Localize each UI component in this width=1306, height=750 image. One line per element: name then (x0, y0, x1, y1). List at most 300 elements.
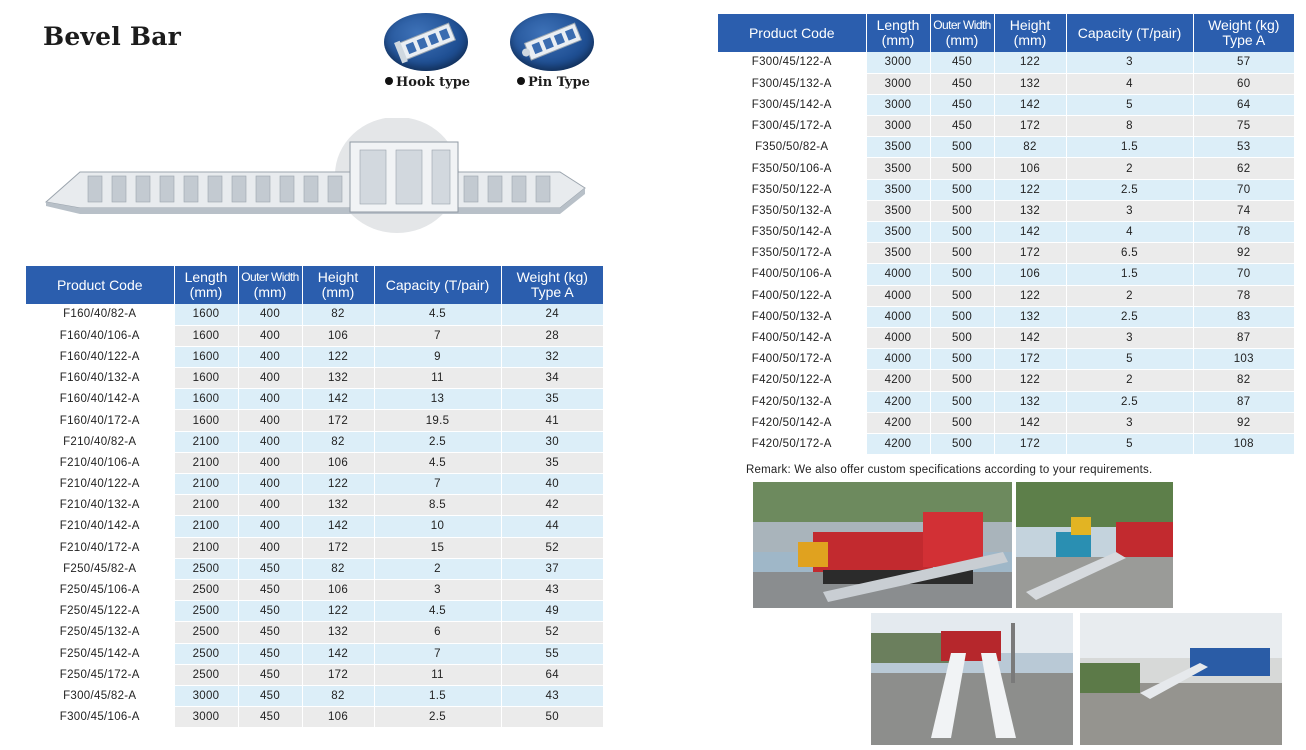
cell-product-code: F250/45/122-A (26, 601, 174, 622)
cell-capacity: 2.5 (374, 707, 501, 728)
cell-product-code: F210/40/172-A (26, 537, 174, 558)
table-row (26, 495, 603, 516)
cell-weight: 35 (501, 389, 603, 410)
cell-outer-width: 450 (930, 73, 994, 94)
cell-product-code: F160/40/172-A (26, 410, 174, 431)
cell-outer-width: 450 (930, 94, 994, 115)
cell-capacity: 4.5 (374, 304, 501, 325)
cell-length: 1600 (174, 325, 238, 346)
cell-outer-width: 400 (238, 389, 302, 410)
cell-weight: 74 (1193, 200, 1294, 221)
cell-height: 132 (994, 391, 1066, 412)
cell-outer-width: 500 (930, 158, 994, 179)
cell-product-code: F300/45/122-A (718, 52, 866, 73)
cell-weight: 42 (501, 495, 603, 516)
pin-type-label: Pin Type (517, 75, 590, 90)
table-row (718, 370, 1294, 391)
cell-product-code: F420/50/132-A (718, 391, 866, 412)
table-row (26, 643, 603, 664)
cell-length: 3000 (174, 685, 238, 706)
cell-height: 132 (994, 200, 1066, 221)
cell-weight: 41 (501, 410, 603, 431)
cell-height: 142 (302, 516, 374, 537)
cell-weight: 82 (1193, 370, 1294, 391)
table-row (718, 327, 1294, 348)
cell-length: 2500 (174, 664, 238, 685)
cell-capacity: 7 (374, 474, 501, 495)
cell-height: 106 (302, 707, 374, 728)
cell-length: 3500 (866, 222, 930, 243)
cell-outer-width: 450 (238, 622, 302, 643)
cell-height: 142 (994, 222, 1066, 243)
cell-outer-width: 400 (238, 368, 302, 389)
cell-height: 142 (302, 389, 374, 410)
header-length: Length (mm) (174, 266, 238, 304)
cell-product-code: F300/45/142-A (718, 94, 866, 115)
cell-outer-width: 500 (930, 179, 994, 200)
cell-product-code: F400/50/172-A (718, 349, 866, 370)
cell-length: 3000 (174, 707, 238, 728)
cell-outer-width: 450 (238, 685, 302, 706)
cell-length: 3500 (866, 137, 930, 158)
cell-height: 82 (994, 137, 1066, 158)
cell-outer-width: 500 (930, 264, 994, 285)
cell-length: 2500 (174, 601, 238, 622)
cell-product-code: F160/40/82-A (26, 304, 174, 325)
cell-weight: 30 (501, 431, 603, 452)
cell-height: 172 (994, 116, 1066, 137)
cell-weight: 78 (1193, 222, 1294, 243)
table-row (26, 622, 603, 643)
cell-product-code: F210/40/106-A (26, 452, 174, 473)
spec-table-right (718, 14, 1294, 455)
cell-product-code: F350/50/142-A (718, 222, 866, 243)
cell-height: 172 (994, 243, 1066, 264)
cell-weight: 57 (1193, 52, 1294, 73)
cell-height: 172 (302, 664, 374, 685)
cell-weight: 92 (1193, 412, 1294, 433)
cell-outer-width: 400 (238, 304, 302, 325)
cell-product-code: F300/45/132-A (718, 73, 866, 94)
cell-product-code: F350/50/132-A (718, 200, 866, 221)
hook-type-label: Hook type (385, 75, 470, 90)
cell-capacity: 7 (374, 643, 501, 664)
cell-outer-width: 450 (930, 52, 994, 73)
table-row (26, 601, 603, 622)
cell-length: 2500 (174, 643, 238, 664)
cell-height: 172 (994, 433, 1066, 454)
cell-capacity: 8 (1066, 116, 1193, 137)
cell-capacity: 3 (374, 579, 501, 600)
cell-product-code: F420/50/122-A (718, 370, 866, 391)
cell-length: 4200 (866, 412, 930, 433)
cell-capacity: 4 (1066, 222, 1193, 243)
header-outer-width: Outer Width (mm) (930, 14, 994, 52)
cell-height: 142 (994, 94, 1066, 115)
cell-capacity: 6 (374, 622, 501, 643)
table-row (718, 73, 1294, 94)
spec-table-left (26, 266, 603, 728)
cell-length: 3500 (866, 200, 930, 221)
table-row (26, 325, 603, 346)
photo-mini-excavator-ramp (1016, 482, 1173, 608)
cell-weight: 64 (1193, 94, 1294, 115)
cell-weight: 52 (501, 537, 603, 558)
bullet-icon (517, 77, 525, 85)
bullet-icon (385, 77, 393, 85)
cell-capacity: 4 (1066, 73, 1193, 94)
cell-length: 1600 (174, 389, 238, 410)
cell-capacity: 11 (374, 664, 501, 685)
cell-weight: 32 (501, 346, 603, 367)
table-row (718, 306, 1294, 327)
cell-length: 2100 (174, 431, 238, 452)
cell-outer-width: 400 (238, 452, 302, 473)
cell-capacity: 10 (374, 516, 501, 537)
header-product-code: Product Code (26, 266, 174, 304)
cell-capacity: 4.5 (374, 452, 501, 473)
table-row (718, 137, 1294, 158)
hook-type-image (384, 13, 468, 71)
page-title: Bevel Bar (43, 22, 181, 51)
cell-weight: 49 (501, 601, 603, 622)
cell-height: 172 (302, 410, 374, 431)
cell-capacity: 5 (1066, 94, 1193, 115)
cell-outer-width: 500 (930, 391, 994, 412)
cell-weight: 37 (501, 558, 603, 579)
cell-weight: 40 (501, 474, 603, 495)
cell-outer-width: 500 (930, 137, 994, 158)
cell-outer-width: 450 (238, 579, 302, 600)
cell-length: 3500 (866, 158, 930, 179)
cell-length: 2100 (174, 474, 238, 495)
cell-weight: 34 (501, 368, 603, 389)
cell-product-code: F400/50/132-A (718, 306, 866, 327)
cell-capacity: 19.5 (374, 410, 501, 431)
cell-length: 2500 (174, 558, 238, 579)
cell-outer-width: 400 (238, 495, 302, 516)
cell-length: 4000 (866, 349, 930, 370)
cell-length: 4200 (866, 433, 930, 454)
cell-product-code: F250/45/106-A (26, 579, 174, 600)
cell-length: 2100 (174, 495, 238, 516)
cell-length: 3000 (866, 94, 930, 115)
cell-outer-width: 500 (930, 200, 994, 221)
cell-height: 106 (302, 325, 374, 346)
cell-capacity: 13 (374, 389, 501, 410)
table-row (26, 516, 603, 537)
cell-outer-width: 500 (930, 222, 994, 243)
cell-height: 132 (994, 73, 1066, 94)
cell-weight: 60 (1193, 73, 1294, 94)
cell-length: 1600 (174, 304, 238, 325)
cell-product-code: F210/40/122-A (26, 474, 174, 495)
cell-weight: 108 (1193, 433, 1294, 454)
cell-capacity: 15 (374, 537, 501, 558)
table-row (718, 264, 1294, 285)
photo-excavator-loading (753, 482, 1012, 608)
cell-capacity: 2.5 (1066, 179, 1193, 200)
cell-height: 172 (302, 537, 374, 558)
cell-product-code: F160/40/122-A (26, 346, 174, 367)
cell-outer-width: 400 (238, 325, 302, 346)
cell-capacity: 1.5 (374, 685, 501, 706)
cell-weight: 62 (1193, 158, 1294, 179)
cell-capacity: 2 (1066, 285, 1193, 306)
cell-weight: 52 (501, 622, 603, 643)
cell-outer-width: 500 (930, 327, 994, 348)
cell-length: 4200 (866, 370, 930, 391)
table-row (718, 433, 1294, 454)
cell-length: 3000 (866, 116, 930, 137)
cell-weight: 70 (1193, 179, 1294, 200)
cell-product-code: F350/50/82-A (718, 137, 866, 158)
cell-height: 122 (302, 474, 374, 495)
cell-capacity: 3 (1066, 52, 1193, 73)
cell-weight: 64 (501, 664, 603, 685)
cell-weight: 28 (501, 325, 603, 346)
cell-product-code: F300/45/172-A (718, 116, 866, 137)
remark-text: Remark: We also offer custom specifications according to your requirements. (746, 464, 1153, 476)
table-row (26, 707, 603, 728)
cell-capacity: 2.5 (1066, 391, 1193, 412)
cell-weight: 24 (501, 304, 603, 325)
cell-capacity: 4.5 (374, 601, 501, 622)
cell-capacity: 2.5 (374, 431, 501, 452)
cell-capacity: 3 (1066, 327, 1193, 348)
table-row (26, 452, 603, 473)
table-row (718, 349, 1294, 370)
cell-weight: 35 (501, 452, 603, 473)
cell-product-code: F250/45/172-A (26, 664, 174, 685)
header-product-code: Product Code (718, 14, 866, 52)
cell-length: 3500 (866, 179, 930, 200)
cell-weight: 87 (1193, 327, 1294, 348)
cell-length: 2100 (174, 516, 238, 537)
ramp-illustration (40, 118, 590, 240)
cell-height: 142 (302, 643, 374, 664)
cell-product-code: F210/40/132-A (26, 495, 174, 516)
photo-truck-side-ramp (1080, 613, 1282, 745)
cell-outer-width: 450 (238, 558, 302, 579)
table-row (718, 179, 1294, 200)
cell-outer-width: 500 (930, 285, 994, 306)
cell-height: 142 (994, 412, 1066, 433)
table-row (718, 158, 1294, 179)
cell-product-code: F400/50/142-A (718, 327, 866, 348)
cell-capacity: 5 (1066, 433, 1193, 454)
cell-length: 1600 (174, 368, 238, 389)
cell-product-code: F210/40/82-A (26, 431, 174, 452)
cell-capacity: 6.5 (1066, 243, 1193, 264)
cell-weight: 87 (1193, 391, 1294, 412)
cell-outer-width: 500 (930, 349, 994, 370)
cell-length: 4000 (866, 285, 930, 306)
table-row (718, 243, 1294, 264)
header-height: Height (mm) (994, 14, 1066, 52)
cell-height: 82 (302, 304, 374, 325)
cell-weight: 55 (501, 643, 603, 664)
cell-outer-width: 500 (930, 306, 994, 327)
cell-product-code: F400/50/106-A (718, 264, 866, 285)
table-row (718, 285, 1294, 306)
cell-length: 1600 (174, 410, 238, 431)
cell-length: 4000 (866, 327, 930, 348)
cell-product-code: F160/40/106-A (26, 325, 174, 346)
header-capacity: Capacity (T/pair) (374, 266, 501, 304)
cell-capacity: 9 (374, 346, 501, 367)
table-row (718, 200, 1294, 221)
cell-product-code: F160/40/132-A (26, 368, 174, 389)
cell-outer-width: 450 (238, 707, 302, 728)
cell-capacity: 5 (1066, 349, 1193, 370)
cell-height: 106 (302, 579, 374, 600)
header-outer-width: Outer Width (mm) (238, 266, 302, 304)
cell-product-code: F250/45/132-A (26, 622, 174, 643)
cell-height: 82 (302, 431, 374, 452)
header-length: Length (mm) (866, 14, 930, 52)
cell-weight: 75 (1193, 116, 1294, 137)
cell-capacity: 7 (374, 325, 501, 346)
cell-height: 122 (994, 370, 1066, 391)
cell-product-code: F250/45/82-A (26, 558, 174, 579)
table-row (26, 410, 603, 431)
table-row (26, 304, 603, 325)
table-row (26, 346, 603, 367)
cell-length: 4200 (866, 391, 930, 412)
cell-capacity: 2 (1066, 370, 1193, 391)
cell-outer-width: 500 (930, 433, 994, 454)
cell-length: 4000 (866, 264, 930, 285)
table-row (718, 116, 1294, 137)
cell-capacity: 3 (1066, 200, 1193, 221)
cell-height: 122 (302, 346, 374, 367)
table-row (718, 94, 1294, 115)
cell-weight: 103 (1193, 349, 1294, 370)
table-row (26, 537, 603, 558)
cell-outer-width: 500 (930, 243, 994, 264)
header-capacity: Capacity (T/pair) (1066, 14, 1193, 52)
table-row (718, 412, 1294, 433)
cell-capacity: 2.5 (1066, 306, 1193, 327)
cell-product-code: F160/40/142-A (26, 389, 174, 410)
table-row (718, 391, 1294, 412)
cell-height: 132 (302, 368, 374, 389)
cell-weight: 53 (1193, 137, 1294, 158)
cell-length: 3500 (866, 243, 930, 264)
cell-height: 82 (302, 558, 374, 579)
header-weight: Weight (kg) Type A (1193, 14, 1294, 52)
cell-length: 2100 (174, 452, 238, 473)
pin-type-image (510, 13, 594, 71)
table-row (26, 431, 603, 452)
cell-weight: 78 (1193, 285, 1294, 306)
cell-height: 122 (994, 52, 1066, 73)
cell-height: 172 (994, 349, 1066, 370)
cell-weight: 70 (1193, 264, 1294, 285)
cell-weight: 50 (501, 707, 603, 728)
cell-capacity: 11 (374, 368, 501, 389)
cell-outer-width: 400 (238, 516, 302, 537)
cell-weight: 83 (1193, 306, 1294, 327)
cell-outer-width: 450 (238, 643, 302, 664)
cell-weight: 44 (501, 516, 603, 537)
cell-capacity: 1.5 (1066, 264, 1193, 285)
cell-outer-width: 450 (930, 116, 994, 137)
cell-height: 122 (994, 179, 1066, 200)
cell-height: 106 (302, 452, 374, 473)
cell-height: 132 (302, 495, 374, 516)
cell-product-code: F300/45/82-A (26, 685, 174, 706)
header-weight: Weight (kg) Type A (501, 266, 603, 304)
table-row (718, 52, 1294, 73)
table-row (718, 222, 1294, 243)
cell-height: 132 (994, 306, 1066, 327)
table-row (26, 368, 603, 389)
cell-capacity: 8.5 (374, 495, 501, 516)
cell-outer-width: 400 (238, 410, 302, 431)
cell-capacity: 3 (1066, 412, 1193, 433)
table-row (26, 685, 603, 706)
cell-length: 2500 (174, 622, 238, 643)
table-row (26, 579, 603, 600)
cell-height: 106 (994, 264, 1066, 285)
cell-outer-width: 400 (238, 474, 302, 495)
cell-product-code: F300/45/106-A (26, 707, 174, 728)
cell-weight: 92 (1193, 243, 1294, 264)
cell-length: 2100 (174, 537, 238, 558)
cell-length: 3000 (866, 73, 930, 94)
cell-product-code: F350/50/122-A (718, 179, 866, 200)
table-row (26, 389, 603, 410)
cell-height: 82 (302, 685, 374, 706)
cell-product-code: F420/50/142-A (718, 412, 866, 433)
cell-outer-width: 400 (238, 346, 302, 367)
cell-length: 4000 (866, 306, 930, 327)
cell-height: 132 (302, 622, 374, 643)
cell-capacity: 1.5 (1066, 137, 1193, 158)
cell-length: 3000 (866, 52, 930, 73)
cell-height: 106 (994, 158, 1066, 179)
table-row (26, 558, 603, 579)
table-row (26, 474, 603, 495)
cell-product-code: F420/50/172-A (718, 433, 866, 454)
cell-length: 2500 (174, 579, 238, 600)
cell-height: 122 (302, 601, 374, 622)
cell-weight: 43 (501, 685, 603, 706)
cell-product-code: F350/50/106-A (718, 158, 866, 179)
cell-product-code: F210/40/142-A (26, 516, 174, 537)
cell-outer-width: 400 (238, 431, 302, 452)
photo-ramps-on-truck (871, 613, 1073, 745)
cell-capacity: 2 (374, 558, 501, 579)
cell-product-code: F350/50/172-A (718, 243, 866, 264)
cell-length: 1600 (174, 346, 238, 367)
cell-height: 122 (994, 285, 1066, 306)
cell-product-code: F250/45/142-A (26, 643, 174, 664)
cell-outer-width: 500 (930, 370, 994, 391)
cell-outer-width: 400 (238, 537, 302, 558)
cell-capacity: 2 (1066, 158, 1193, 179)
header-height: Height (mm) (302, 266, 374, 304)
cell-height: 142 (994, 327, 1066, 348)
cell-weight: 43 (501, 579, 603, 600)
cell-product-code: F400/50/122-A (718, 285, 866, 306)
cell-outer-width: 450 (238, 664, 302, 685)
cell-outer-width: 500 (930, 412, 994, 433)
table-row (26, 664, 603, 685)
cell-outer-width: 450 (238, 601, 302, 622)
